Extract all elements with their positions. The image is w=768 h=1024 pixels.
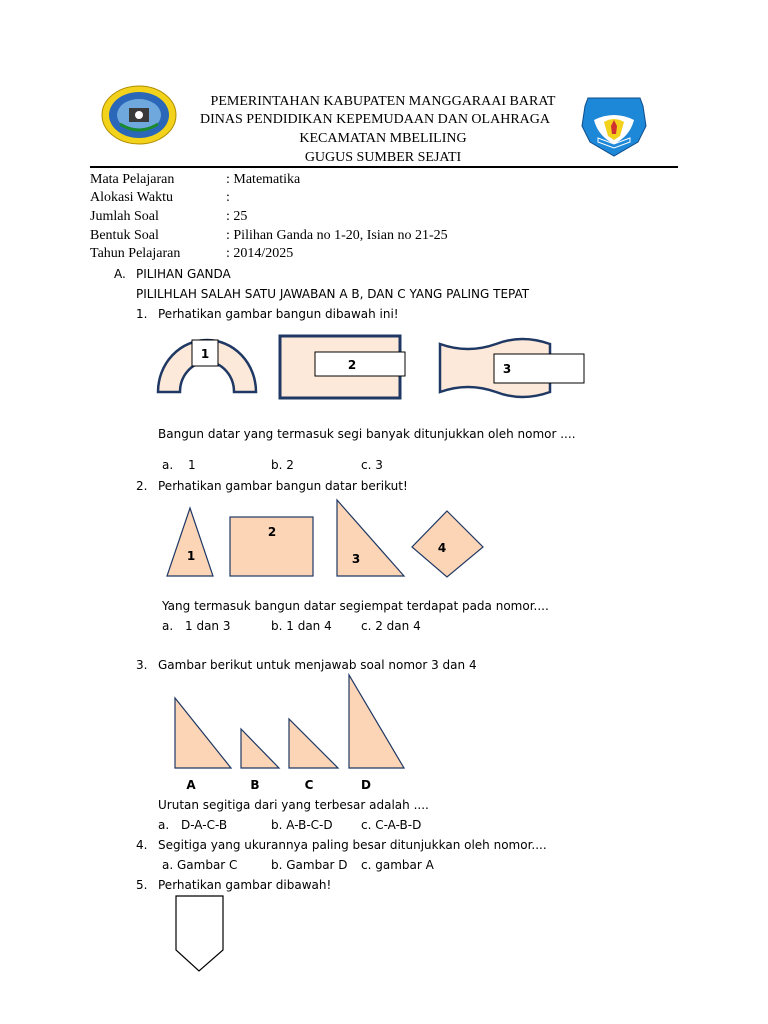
q3-figure — [170, 672, 410, 796]
q4-option-c[interactable]: c. gambar A — [361, 858, 434, 872]
header-line-1: PEMERINTAHAN KABUPATEN MANGGARAAI BARAT — [210, 94, 556, 109]
q1-label-1: 1 — [200, 347, 210, 361]
q3-label-b: B — [250, 778, 260, 792]
q2-label-3: 3 — [351, 552, 361, 566]
q1-option-c[interactable]: c. 3 — [361, 458, 383, 472]
q2-option-a[interactable]: 1 dan 3 — [185, 619, 231, 633]
q3-option-c[interactable]: c. C-A-B-D — [361, 818, 422, 832]
q3-question: Urutan segitiga dari yang terbesar adalah .... — [158, 798, 429, 812]
header-line-4: GUGUS SUMBER SEJATI — [304, 150, 462, 165]
info-label-subject: Mata Pelajaran — [90, 172, 175, 187]
q3-number: 3. — [136, 658, 148, 672]
info-value-form: : Pilihan Ganda no 1-20, Isian no 21-25 — [226, 228, 448, 243]
info-label-year: Tahun Pelajaran — [90, 246, 181, 261]
q4-option-b[interactable]: b. Gambar D — [271, 858, 348, 872]
q1-question: Bangun datar yang termasuk segi banyak ditunjukkan oleh nomor .... — [158, 427, 576, 441]
q1-label-box-2 — [315, 352, 405, 376]
info-value-subject: : Matematika — [226, 172, 301, 187]
q4-option-a[interactable]: a. Gambar C — [162, 858, 238, 872]
q2-shape-triangle-3 — [337, 500, 404, 576]
section-title: PILIHAN GANDA — [136, 267, 231, 281]
info-label-count: Jumlah Soal — [90, 209, 159, 224]
info-label-time: Alokasi Waktu — [90, 190, 173, 205]
q2-option-b[interactable]: b. 1 dan 4 — [271, 619, 332, 633]
q2-question: Yang termasuk bangun datar segiempat terdapat pada nomor.... — [162, 599, 549, 613]
q1-text: Perhatikan gambar bangun dibawah ini! — [158, 307, 399, 321]
q3-label-d: D — [361, 778, 371, 792]
q3-option-a[interactable]: D-A-C-B — [181, 818, 228, 832]
q3-label-a: A — [186, 778, 196, 792]
q1-option-a-letter[interactable]: a. — [162, 458, 174, 472]
q1-number: 1. — [136, 307, 148, 321]
info-value-year: : 2014/2025 — [226, 246, 294, 261]
q1-option-a[interactable]: 1 — [188, 458, 196, 472]
q5-shape-pentagon — [176, 896, 223, 971]
q2-shape-rhombus — [412, 511, 483, 577]
q5-figure — [172, 894, 228, 976]
q4-text: Segitiga yang ukurannya paling besar ditunjukkan oleh nomor.... — [158, 838, 547, 852]
q2-shape-triangle-1 — [167, 508, 213, 576]
q1-option-b[interactable]: b. 2 — [271, 458, 294, 472]
q2-number: 2. — [136, 479, 148, 493]
info-label-form: Bentuk Soal — [90, 228, 159, 243]
q2-label-1: 1 — [186, 549, 196, 563]
info-value-count: : 25 — [226, 209, 248, 224]
q3-shape-triangle-b — [241, 729, 279, 768]
q1-figure — [150, 330, 590, 405]
q3-shape-triangle-c — [289, 719, 338, 768]
q3-option-a-letter[interactable]: a. — [158, 818, 170, 832]
q4-number: 4. — [136, 838, 148, 852]
q3-option-b[interactable]: b. A-B-C-D — [271, 818, 333, 832]
header-divider — [90, 166, 678, 168]
q1-label-3: 3 — [502, 362, 512, 376]
q3-shape-triangle-d — [349, 675, 404, 768]
q3-shape-triangle-a — [175, 698, 231, 768]
q2-option-c[interactable]: c. 2 dan 4 — [361, 619, 421, 633]
q2-option-a-letter[interactable]: a. — [162, 619, 174, 633]
q2-label-2: 2 — [267, 525, 277, 539]
q1-label-2: 2 — [347, 358, 357, 372]
q5-number: 5. — [136, 878, 148, 892]
header-line-3: KECAMATAN MBELILING — [299, 131, 467, 146]
info-value-time: : — [226, 190, 230, 205]
section-instruction: PILILHLAH SALAH SATU JAWABAN A B, DAN C YANG PALING TEPAT — [136, 287, 530, 301]
q2-label-4: 4 — [437, 541, 447, 555]
header-line-2: DINAS PENDIDIKAN KEPEMUDAAN DAN OLAHRAGA — [200, 112, 550, 127]
section-letter: A. — [114, 267, 126, 281]
q2-figure — [160, 498, 490, 582]
q2-text: Perhatikan gambar bangun datar berikut! — [158, 479, 408, 493]
q3-label-c: C — [304, 778, 314, 792]
q3-text: Gambar berikut untuk menjawab soal nomor 3 dan 4 — [158, 658, 477, 672]
q5-text: Perhatikan gambar dibawah! — [158, 878, 332, 892]
